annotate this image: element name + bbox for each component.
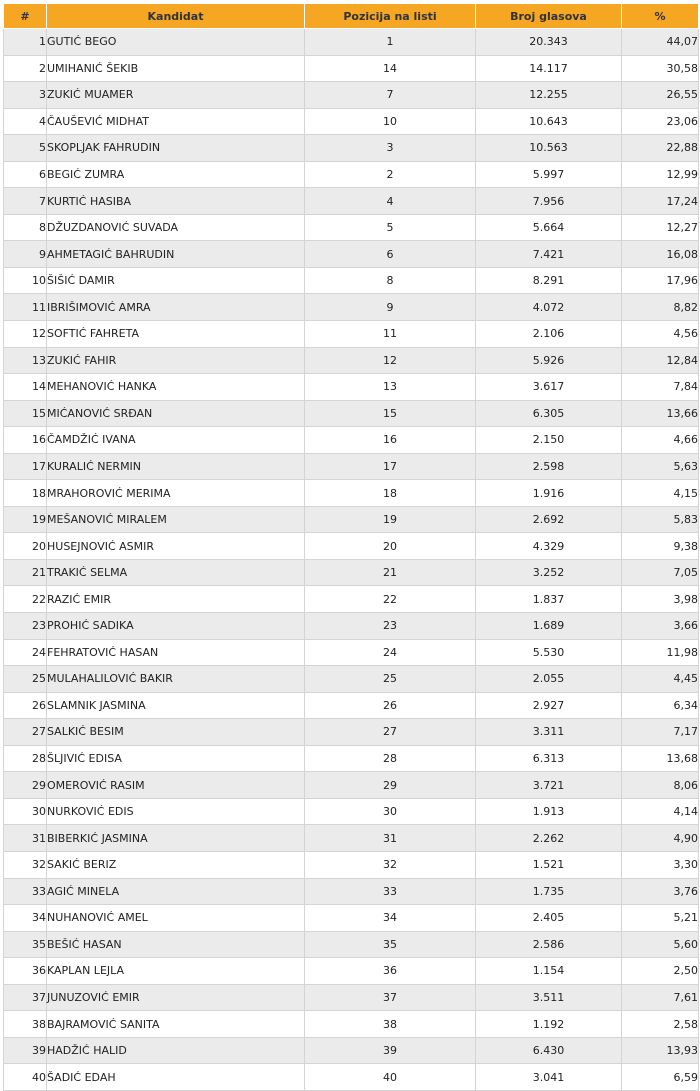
candidate-name: AHMETAGIĆ BAHRUDIN xyxy=(47,241,305,268)
list-position: 9 xyxy=(305,294,476,321)
list-position: 26 xyxy=(305,692,476,719)
vote-percent: 26,55 xyxy=(622,82,699,109)
list-position: 29 xyxy=(305,772,476,799)
table-row xyxy=(4,267,699,294)
row-number: 17 xyxy=(4,453,47,480)
list-position: 39 xyxy=(305,1037,476,1064)
table-row xyxy=(4,82,699,109)
vote-count: 5.530 xyxy=(476,639,622,666)
candidate-name: BAJRAMOVIĆ SANITA xyxy=(47,1011,305,1038)
vote-count: 10.563 xyxy=(476,135,622,162)
vote-percent: 4,66 xyxy=(622,427,699,454)
table-row xyxy=(4,29,699,56)
row-number: 25 xyxy=(4,666,47,693)
table-header-row xyxy=(4,4,699,29)
vote-percent: 13,93 xyxy=(622,1037,699,1064)
row-number: 13 xyxy=(4,347,47,374)
table-row xyxy=(4,214,699,241)
vote-count: 12.255 xyxy=(476,82,622,109)
vote-count: 2.598 xyxy=(476,453,622,480)
vote-percent: 8,82 xyxy=(622,294,699,321)
list-position: 24 xyxy=(305,639,476,666)
candidate-name: BEGIĆ ZUMRA xyxy=(47,161,305,188)
row-number: 2 xyxy=(4,55,47,82)
row-number: 15 xyxy=(4,400,47,427)
vote-count: 3.617 xyxy=(476,374,622,401)
list-position: 11 xyxy=(305,321,476,348)
vote-count: 2.055 xyxy=(476,666,622,693)
column-header-number[interactable]: # xyxy=(4,4,47,29)
table-row xyxy=(4,1011,699,1038)
table-row xyxy=(4,506,699,533)
vote-count: 8.291 xyxy=(476,267,622,294)
vote-count: 3.252 xyxy=(476,559,622,586)
vote-percent: 7,05 xyxy=(622,559,699,586)
vote-percent: 9,38 xyxy=(622,533,699,560)
row-number: 3 xyxy=(4,82,47,109)
row-number: 35 xyxy=(4,931,47,958)
vote-percent: 4,45 xyxy=(622,666,699,693)
list-position: 16 xyxy=(305,427,476,454)
list-position: 35 xyxy=(305,931,476,958)
row-number: 23 xyxy=(4,613,47,640)
vote-count: 5.997 xyxy=(476,161,622,188)
candidate-name: ŠADIĆ EDAH xyxy=(47,1064,305,1091)
table-row xyxy=(4,931,699,958)
list-position: 6 xyxy=(305,241,476,268)
candidate-name: SAKIĆ BERIZ xyxy=(47,851,305,878)
table-row xyxy=(4,984,699,1011)
table-row xyxy=(4,55,699,82)
vote-count: 1.913 xyxy=(476,798,622,825)
candidate-name: MRAHOROVIĆ MERIMA xyxy=(47,480,305,507)
vote-percent: 4,56 xyxy=(622,321,699,348)
vote-percent: 5,21 xyxy=(622,905,699,932)
vote-count: 1.689 xyxy=(476,613,622,640)
list-position: 36 xyxy=(305,958,476,985)
candidate-name: SKOPLJAK FAHRUDIN xyxy=(47,135,305,162)
vote-percent: 5,60 xyxy=(622,931,699,958)
candidate-name: DŽUZDANOVIĆ SUVADA xyxy=(47,214,305,241)
table-row xyxy=(4,294,699,321)
table-row xyxy=(4,559,699,586)
vote-count: 6.430 xyxy=(476,1037,622,1064)
vote-count: 3.311 xyxy=(476,719,622,746)
vote-count: 2.405 xyxy=(476,905,622,932)
row-number: 1 xyxy=(4,29,47,56)
candidate-name: NURKOVIĆ EDIS xyxy=(47,798,305,825)
candidate-name: PROHIĆ SADIKA xyxy=(47,613,305,640)
row-number: 32 xyxy=(4,851,47,878)
vote-percent: 22,88 xyxy=(622,135,699,162)
vote-percent: 3,66 xyxy=(622,613,699,640)
vote-percent: 12,99 xyxy=(622,161,699,188)
table-row xyxy=(4,905,699,932)
row-number: 30 xyxy=(4,798,47,825)
vote-count: 4.329 xyxy=(476,533,622,560)
row-number: 18 xyxy=(4,480,47,507)
list-position: 27 xyxy=(305,719,476,746)
vote-count: 10.643 xyxy=(476,108,622,135)
vote-percent: 6,34 xyxy=(622,692,699,719)
list-position: 4 xyxy=(305,188,476,215)
table-row xyxy=(4,878,699,905)
row-number: 9 xyxy=(4,241,47,268)
table-row xyxy=(4,745,699,772)
list-position: 22 xyxy=(305,586,476,613)
list-position: 1 xyxy=(305,29,476,56)
table-row xyxy=(4,692,699,719)
row-number: 40 xyxy=(4,1064,47,1091)
table-row xyxy=(4,347,699,374)
list-position: 25 xyxy=(305,666,476,693)
list-position: 5 xyxy=(305,214,476,241)
vote-count: 6.305 xyxy=(476,400,622,427)
vote-count: 6.313 xyxy=(476,745,622,772)
row-number: 21 xyxy=(4,559,47,586)
candidate-name: MEHANOVIĆ HANKA xyxy=(47,374,305,401)
row-number: 6 xyxy=(4,161,47,188)
row-number: 31 xyxy=(4,825,47,852)
candidate-name: ČAUŠEVIĆ MIDHAT xyxy=(47,108,305,135)
list-position: 18 xyxy=(305,480,476,507)
table-row xyxy=(4,1037,699,1064)
vote-count: 20.343 xyxy=(476,29,622,56)
vote-percent: 17,24 xyxy=(622,188,699,215)
vote-percent: 7,84 xyxy=(622,374,699,401)
table-row xyxy=(4,241,699,268)
column-header-percent[interactable]: % xyxy=(622,4,699,29)
vote-count: 2.586 xyxy=(476,931,622,958)
candidate-name: HADŽIĆ HALID xyxy=(47,1037,305,1064)
column-header-vote-count[interactable]: Broj glasova xyxy=(476,4,622,29)
row-number: 11 xyxy=(4,294,47,321)
row-number: 28 xyxy=(4,745,47,772)
list-position: 17 xyxy=(305,453,476,480)
vote-percent: 4,90 xyxy=(622,825,699,852)
vote-count: 1.735 xyxy=(476,878,622,905)
candidate-name: KURTIĆ HASIBA xyxy=(47,188,305,215)
list-position: 7 xyxy=(305,82,476,109)
vote-percent: 12,27 xyxy=(622,214,699,241)
list-position: 23 xyxy=(305,613,476,640)
candidate-name: NUHANOVIĆ AMEL xyxy=(47,905,305,932)
candidate-name: MIĆANOVIĆ SRĐAN xyxy=(47,400,305,427)
row-number: 33 xyxy=(4,878,47,905)
table-row xyxy=(4,480,699,507)
candidate-name: RAZIĆ EMIR xyxy=(47,586,305,613)
list-position: 32 xyxy=(305,851,476,878)
candidate-name: OMEROVIĆ RASIM xyxy=(47,772,305,799)
table-row xyxy=(4,1064,699,1091)
list-position: 13 xyxy=(305,374,476,401)
candidate-name: ŠLJIVIĆ EDISA xyxy=(47,745,305,772)
vote-percent: 2,50 xyxy=(622,958,699,985)
vote-count: 1.916 xyxy=(476,480,622,507)
vote-percent: 13,68 xyxy=(622,745,699,772)
candidate-name: ZUKIĆ FAHIR xyxy=(47,347,305,374)
table-row xyxy=(4,427,699,454)
row-number: 19 xyxy=(4,506,47,533)
vote-count: 14.117 xyxy=(476,55,622,82)
candidate-name: JUNUZOVIĆ EMIR xyxy=(47,984,305,1011)
vote-count: 1.192 xyxy=(476,1011,622,1038)
vote-count: 3.511 xyxy=(476,984,622,1011)
candidate-name: GUTIĆ BEGO xyxy=(47,29,305,56)
candidate-name: BIBERKIĆ JASMINA xyxy=(47,825,305,852)
table-row xyxy=(4,666,699,693)
vote-count: 1.521 xyxy=(476,851,622,878)
row-number: 37 xyxy=(4,984,47,1011)
table-row xyxy=(4,108,699,135)
row-number: 20 xyxy=(4,533,47,560)
list-position: 19 xyxy=(305,506,476,533)
list-position: 30 xyxy=(305,798,476,825)
list-position: 37 xyxy=(305,984,476,1011)
vote-count: 2.927 xyxy=(476,692,622,719)
table-row xyxy=(4,586,699,613)
vote-percent: 3,30 xyxy=(622,851,699,878)
candidate-name: BEŠIĆ HASAN xyxy=(47,931,305,958)
row-number: 27 xyxy=(4,719,47,746)
list-position: 21 xyxy=(305,559,476,586)
vote-percent: 3,76 xyxy=(622,878,699,905)
row-number: 7 xyxy=(4,188,47,215)
table-row xyxy=(4,851,699,878)
table-row xyxy=(4,374,699,401)
list-position: 12 xyxy=(305,347,476,374)
row-number: 22 xyxy=(4,586,47,613)
candidate-name: SALKIĆ BESIM xyxy=(47,719,305,746)
vote-count: 1.837 xyxy=(476,586,622,613)
list-position: 33 xyxy=(305,878,476,905)
vote-percent: 2,58 xyxy=(622,1011,699,1038)
vote-percent: 16,08 xyxy=(622,241,699,268)
vote-percent: 5,83 xyxy=(622,506,699,533)
vote-count: 5.664 xyxy=(476,214,622,241)
candidate-name: UMIHANIĆ ŠEKIB xyxy=(47,55,305,82)
row-number: 10 xyxy=(4,267,47,294)
table-row xyxy=(4,719,699,746)
list-position: 20 xyxy=(305,533,476,560)
results-table xyxy=(3,3,699,1091)
vote-count: 2.692 xyxy=(476,506,622,533)
list-position: 10 xyxy=(305,108,476,135)
table-body xyxy=(4,29,699,1091)
vote-percent: 12,84 xyxy=(622,347,699,374)
vote-percent: 7,61 xyxy=(622,984,699,1011)
vote-percent: 17,96 xyxy=(622,267,699,294)
table-row xyxy=(4,958,699,985)
list-position: 40 xyxy=(305,1064,476,1091)
candidate-name: MEŠANOVIĆ MIRALEM xyxy=(47,506,305,533)
list-position: 15 xyxy=(305,400,476,427)
vote-count: 3.721 xyxy=(476,772,622,799)
table-row xyxy=(4,798,699,825)
candidate-name: FEHRATOVIĆ HASAN xyxy=(47,639,305,666)
table-row xyxy=(4,453,699,480)
candidate-name: ČAMDŽIĆ IVANA xyxy=(47,427,305,454)
row-number: 36 xyxy=(4,958,47,985)
vote-percent: 3,98 xyxy=(622,586,699,613)
vote-percent: 13,66 xyxy=(622,400,699,427)
row-number: 24 xyxy=(4,639,47,666)
list-position: 31 xyxy=(305,825,476,852)
vote-percent: 5,63 xyxy=(622,453,699,480)
list-position: 34 xyxy=(305,905,476,932)
vote-percent: 7,17 xyxy=(622,719,699,746)
list-position: 28 xyxy=(305,745,476,772)
vote-percent: 4,15 xyxy=(622,480,699,507)
vote-percent: 4,14 xyxy=(622,798,699,825)
row-number: 4 xyxy=(4,108,47,135)
table-row xyxy=(4,161,699,188)
table-row xyxy=(4,825,699,852)
row-number: 12 xyxy=(4,321,47,348)
vote-percent: 44,07 xyxy=(622,29,699,56)
column-header-list-position[interactable]: Pozicija na listi xyxy=(305,4,476,29)
vote-count: 7.956 xyxy=(476,188,622,215)
list-position: 38 xyxy=(305,1011,476,1038)
candidate-name: SOFTIĆ FAHRETA xyxy=(47,321,305,348)
vote-percent: 23,06 xyxy=(622,108,699,135)
row-number: 39 xyxy=(4,1037,47,1064)
list-position: 2 xyxy=(305,161,476,188)
candidate-name: ŠIŠIĆ DAMIR xyxy=(47,267,305,294)
vote-percent: 11,98 xyxy=(622,639,699,666)
column-header-candidate[interactable]: Kandidat xyxy=(47,4,305,29)
table-row xyxy=(4,321,699,348)
vote-count: 1.154 xyxy=(476,958,622,985)
table-row xyxy=(4,400,699,427)
list-position: 8 xyxy=(305,267,476,294)
row-number: 8 xyxy=(4,214,47,241)
candidate-name: IBRIŠIMOVIĆ AMRA xyxy=(47,294,305,321)
vote-count: 2.106 xyxy=(476,321,622,348)
vote-count: 2.150 xyxy=(476,427,622,454)
row-number: 34 xyxy=(4,905,47,932)
table-row xyxy=(4,533,699,560)
vote-percent: 30,58 xyxy=(622,55,699,82)
vote-count: 5.926 xyxy=(476,347,622,374)
vote-percent: 6,59 xyxy=(622,1064,699,1091)
candidate-name: KURALIĆ NERMIN xyxy=(47,453,305,480)
vote-count: 2.262 xyxy=(476,825,622,852)
row-number: 14 xyxy=(4,374,47,401)
row-number: 38 xyxy=(4,1011,47,1038)
list-position: 14 xyxy=(305,55,476,82)
candidate-name: MULAHALILOVIĆ BAKIR xyxy=(47,666,305,693)
row-number: 5 xyxy=(4,135,47,162)
candidate-name: ZUKIĆ MUAMER xyxy=(47,82,305,109)
candidate-name: HUSEJNOVIĆ ASMIR xyxy=(47,533,305,560)
table-row xyxy=(4,135,699,162)
table-row xyxy=(4,772,699,799)
table-row xyxy=(4,639,699,666)
candidate-name: TRAKIĆ SELMA xyxy=(47,559,305,586)
vote-count: 4.072 xyxy=(476,294,622,321)
list-position: 3 xyxy=(305,135,476,162)
candidate-name: AGIĆ MINELA xyxy=(47,878,305,905)
table-row xyxy=(4,613,699,640)
row-number: 26 xyxy=(4,692,47,719)
candidate-name: KAPLAN LEJLA xyxy=(47,958,305,985)
table-row xyxy=(4,188,699,215)
vote-count: 3.041 xyxy=(476,1064,622,1091)
row-number: 16 xyxy=(4,427,47,454)
candidate-name: SLAMNIK JASMINA xyxy=(47,692,305,719)
row-number: 29 xyxy=(4,772,47,799)
vote-count: 7.421 xyxy=(476,241,622,268)
vote-percent: 8,06 xyxy=(622,772,699,799)
